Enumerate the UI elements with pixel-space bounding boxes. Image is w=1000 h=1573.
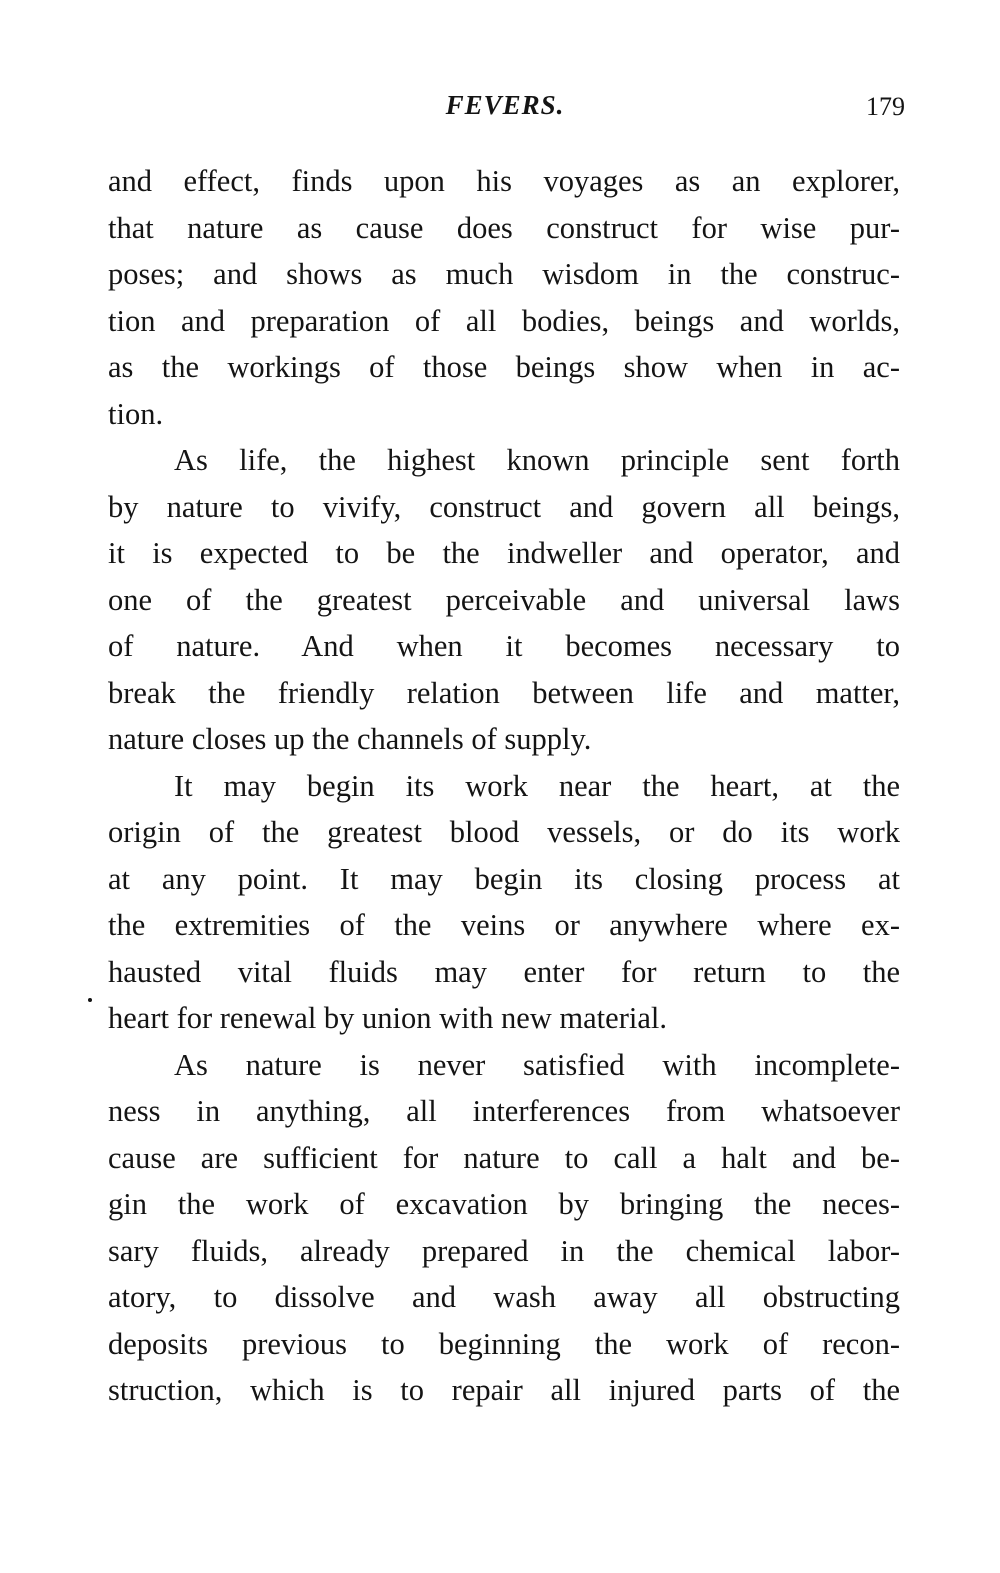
text-line: of nature. And when it becomes necessary to (108, 629, 900, 663)
body-text (108, 158, 900, 1414)
text-line: at any point. It may begin its closing process at (108, 861, 900, 896)
page-number: 179 (866, 92, 905, 121)
stray-print-mark (88, 998, 92, 1002)
running-head (105, 90, 905, 130)
text-line: nature closes up the channels of supply. (108, 722, 592, 756)
paragraph-start-line: As nature is never satisfied with incomplete- (174, 1047, 900, 1082)
text-line: and effect, finds upon his voyages as an explorer, (108, 164, 900, 198)
text-line: break the friendly relation between life and matter, (108, 675, 900, 710)
text-line: one of the greatest perceivable and universal laws (108, 582, 900, 617)
text-line: gin the work of excavation by bringing the neces- (108, 1187, 900, 1221)
text-line: that nature as cause does construct for wise pur- (108, 210, 900, 245)
text-line: atory, to dissolve and wash away all obstructing (108, 1280, 900, 1314)
paragraph-start-line: It may begin its work near the heart, at the (174, 768, 900, 803)
text-line: deposits previous to beginning the work of recon- (108, 1326, 900, 1361)
text-line: the extremities of the veins or anywhere where ex- (108, 908, 900, 942)
text-line: poses; and shows as much wisdom in the construc- (108, 257, 900, 291)
chapter-title: FEVERS. (445, 90, 565, 120)
text-line: ness in anything, all interferences from whatsoever (108, 1094, 900, 1128)
text-line: tion. (108, 396, 164, 431)
text-line: tion and preparation of all bodies, beings and worlds, (108, 303, 900, 338)
paragraph-start-line: As life, the highest known principle sent forth (174, 443, 900, 477)
text-line: heart for renewal by union with new material. (108, 1001, 667, 1035)
text-line: origin of the greatest blood vessels, or do its work (108, 815, 900, 849)
text-line: by nature to vivify, construct and govern all beings, (108, 489, 900, 524)
text-line: hausted vital fluids may enter for return to the (108, 954, 900, 989)
text-line: as the workings of those beings show when in ac- (108, 350, 900, 384)
text-line: struction, which is to repair all injured parts of the (108, 1373, 900, 1407)
text-line: sary fluids, already prepared in the chemical labor- (108, 1233, 900, 1268)
text-line: it is expected to be the indweller and operator, and (108, 536, 900, 570)
text-line: cause are sufficient for nature to call a halt and be- (108, 1140, 900, 1175)
